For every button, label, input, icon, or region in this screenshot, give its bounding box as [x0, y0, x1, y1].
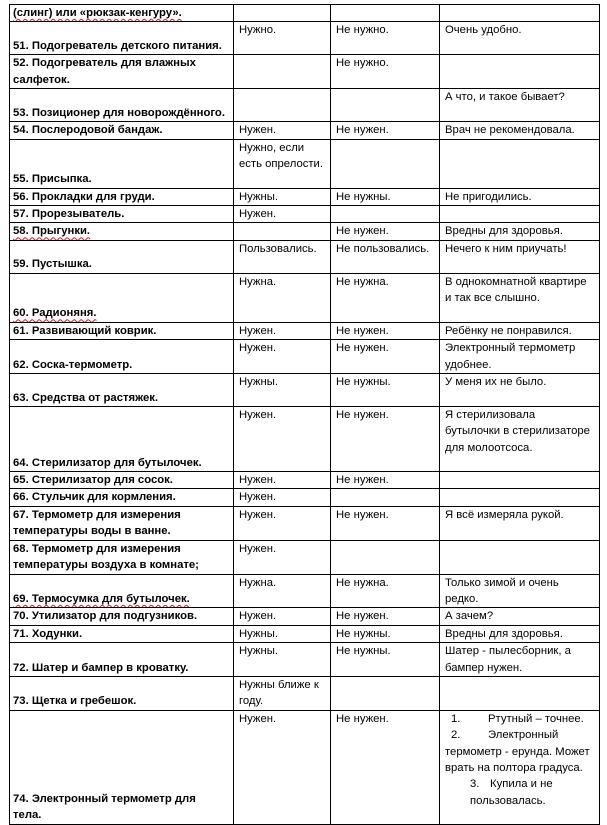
need-cell: Нужен.: [234, 322, 331, 339]
noneed-cell: Не нужны.: [331, 643, 440, 677]
need-cell: [234, 5, 331, 22]
table-row: [10, 407, 600, 472]
item-cell: [10, 5, 234, 22]
comment-cell: А зачем?: [440, 608, 600, 625]
list-text: Электронный термометр - ерунда. Может врать на полтора градуса.: [445, 729, 590, 774]
comment-cell: Электронный термометр удобнее.: [440, 340, 600, 374]
noneed-cell: Не нужен.: [331, 322, 440, 339]
comment-cell: У меня их не было.: [440, 374, 600, 407]
table-row: [10, 206, 600, 223]
item-text: 58. Прыгунки.: [13, 225, 91, 238]
table-row: [10, 240, 600, 273]
need-cell: Нужен.: [234, 506, 331, 540]
list-number: 2.: [451, 729, 461, 742]
table-row: [10, 608, 600, 625]
noneed-cell: Не нужен.: [331, 710, 440, 824]
noneed-cell: Не нужна.: [331, 273, 440, 322]
need-cell: Нужны.: [234, 374, 331, 407]
need-cell: Нужен.: [234, 608, 331, 625]
need-cell: Нужен.: [234, 540, 331, 574]
list-item: [445, 727, 593, 776]
need-cell: Нужен.: [234, 206, 331, 223]
noneed-cell: [331, 139, 440, 188]
need-cell: Нужны.: [234, 188, 331, 205]
noneed-cell: Не нужны.: [331, 188, 440, 205]
need-cell: Нужен.: [234, 489, 331, 506]
comment-cell: [440, 676, 600, 710]
comment-cell: [440, 472, 600, 489]
item-text: 69. Термосумка для бутылочек.: [13, 592, 190, 605]
table-row: [10, 506, 600, 540]
table-row: [10, 188, 600, 205]
table-row: [10, 643, 600, 677]
noneed-cell: Не нужно.: [331, 55, 440, 89]
need-cell: Нужно.: [234, 22, 331, 55]
comment-cell: [440, 206, 600, 223]
item-cell: 67. Термометр для измерения температуры воды в ванне.: [10, 506, 234, 540]
table-row: [10, 122, 600, 139]
item-cell: 63. Средства от растяжек.: [10, 374, 234, 407]
item-cell: [10, 223, 234, 240]
need-cell: Нужны.: [234, 625, 331, 642]
noneed-cell: [331, 206, 440, 223]
item-cell: 72. Шатер и бампер в кроватку.: [10, 643, 234, 677]
list-text: Купила и не пользовалась.: [470, 778, 553, 807]
item-cell: [10, 273, 234, 322]
item-cell: 52. Подогреватель для влажных салфеток.: [10, 55, 234, 89]
table-row: [10, 139, 600, 188]
comment-cell: Не пригодились.: [440, 188, 600, 205]
item-text: (слинг) или «рюкзак-кенгуру».: [13, 7, 182, 19]
list-number: 1.: [451, 712, 461, 725]
need-cell: Нужны.: [234, 643, 331, 677]
list-number: 3.: [470, 778, 480, 791]
comment-cell: [440, 139, 600, 188]
comment-cell: Вредны для здоровья.: [440, 625, 600, 642]
noneed-cell: Не нужен.: [331, 608, 440, 625]
item-cell: 56. Прокладки для груди.: [10, 188, 234, 205]
comment-cell: Только зимой и очень редко.: [440, 574, 600, 608]
table-row: [10, 489, 600, 506]
noneed-cell: [331, 5, 440, 22]
comment-cell: Врач не рекомендовала.: [440, 122, 600, 139]
numbered-notes-list: [445, 711, 593, 809]
comment-cell: [440, 710, 600, 824]
item-cell: 51. Подогреватель детского питания.: [10, 22, 234, 55]
item-cell: 73. Щетка и гребешок.: [10, 676, 234, 710]
noneed-cell: Не нужно.: [331, 22, 440, 55]
list-item: [445, 776, 593, 809]
item-cell: 55. Присыпка.: [10, 139, 234, 188]
comment-cell: Я всё измеряла рукой.: [440, 506, 600, 540]
table-row: [10, 322, 600, 339]
table-row: [10, 472, 600, 489]
item-cell: 62. Соска-термометр.: [10, 340, 234, 374]
noneed-cell: [331, 89, 440, 122]
noneed-cell: [331, 540, 440, 574]
comment-cell: [440, 540, 600, 574]
noneed-cell: Не нужен.: [331, 506, 440, 540]
noneed-cell: Не нужны.: [331, 374, 440, 407]
need-cell: [234, 55, 331, 89]
need-cell: Нужен.: [234, 472, 331, 489]
comment-cell: Ребёнку не понравился.: [440, 322, 600, 339]
comment-cell: [440, 489, 600, 506]
noneed-cell: Не нужен.: [331, 340, 440, 374]
comment-cell: Шатер - пылесборник, а бампер нужен.: [440, 643, 600, 677]
list-text: Ртутный – точнее.: [488, 712, 584, 725]
table-row: [10, 574, 600, 608]
comment-cell: [440, 55, 600, 89]
noneed-cell: Не нужны.: [331, 625, 440, 642]
item-cell: 64. Стерилизатор для бутылочек.: [10, 407, 234, 472]
table-row: [10, 22, 600, 55]
table-row: [10, 340, 600, 374]
noneed-cell: Не пользовались.: [331, 240, 440, 273]
comment-cell: В однокомнатной квартире и так все слышно.: [440, 273, 600, 322]
need-cell: Нужен.: [234, 122, 331, 139]
item-text: 60. Радионяня.: [13, 307, 97, 320]
comment-cell: Нечего к ним приучать!: [440, 240, 600, 273]
noneed-cell: Не нужен.: [331, 223, 440, 240]
comment-cell: Вредны для здоровья.: [440, 223, 600, 240]
need-cell: Нужен.: [234, 710, 331, 824]
item-cell: 59. Пустышка.: [10, 240, 234, 273]
noneed-cell: [331, 489, 440, 506]
item-cell: 65. Стерилизатор для сосок.: [10, 472, 234, 489]
need-cell: Нужна.: [234, 273, 331, 322]
noneed-cell: [331, 676, 440, 710]
need-cell: Пользовались.: [234, 240, 331, 273]
comment-cell: А что, и такое бывает?: [440, 89, 600, 122]
document-page: [9, 4, 599, 825]
table-row: [10, 710, 600, 824]
table-row: [10, 223, 600, 240]
table-row: [10, 625, 600, 642]
baby-items-table: [9, 4, 600, 825]
table-row: [10, 676, 600, 710]
item-cell: 66. Стульчик для кормления.: [10, 489, 234, 506]
item-cell: 71. Ходунки.: [10, 625, 234, 642]
need-cell: Нужно, если есть опрелости.: [234, 139, 331, 188]
noneed-cell: Не нужен.: [331, 122, 440, 139]
need-cell: Нужен.: [234, 407, 331, 472]
noneed-cell: Не нужна.: [331, 574, 440, 608]
noneed-cell: Не нужен.: [331, 472, 440, 489]
item-cell: 54. Послеродовой бандаж.: [10, 122, 234, 139]
item-cell: 70. Утилизатор для подгузников.: [10, 608, 234, 625]
list-item: [445, 711, 593, 727]
item-cell: 74. Электронный термометр для тела.: [10, 710, 234, 824]
item-cell: 53. Позиционер для новорождённого.: [10, 89, 234, 122]
comment-cell: Очень удобно.: [440, 22, 600, 55]
table-row: [10, 89, 600, 122]
need-cell: [234, 223, 331, 240]
table-row: [10, 374, 600, 407]
table-row: [10, 540, 600, 574]
need-cell: [234, 89, 331, 122]
table-row: [10, 55, 600, 89]
need-cell: Нужны ближе к году.: [234, 676, 331, 710]
need-cell: Нужен.: [234, 340, 331, 374]
noneed-cell: Не нужен.: [331, 407, 440, 472]
item-cell: 61. Развивающий коврик.: [10, 322, 234, 339]
table-row: [10, 273, 600, 322]
item-cell: [10, 574, 234, 608]
comment-cell: [440, 5, 600, 22]
comment-cell: Я стерилизовала бутылочки в стерилизаторе для молоотсоса.: [440, 407, 600, 472]
need-cell: Нужна.: [234, 574, 331, 608]
item-cell: 68. Термометр для измерения температуры воздуха в комнате;: [10, 540, 234, 574]
item-cell: 57. Прорезыватель.: [10, 206, 234, 223]
table-row: [10, 5, 600, 22]
